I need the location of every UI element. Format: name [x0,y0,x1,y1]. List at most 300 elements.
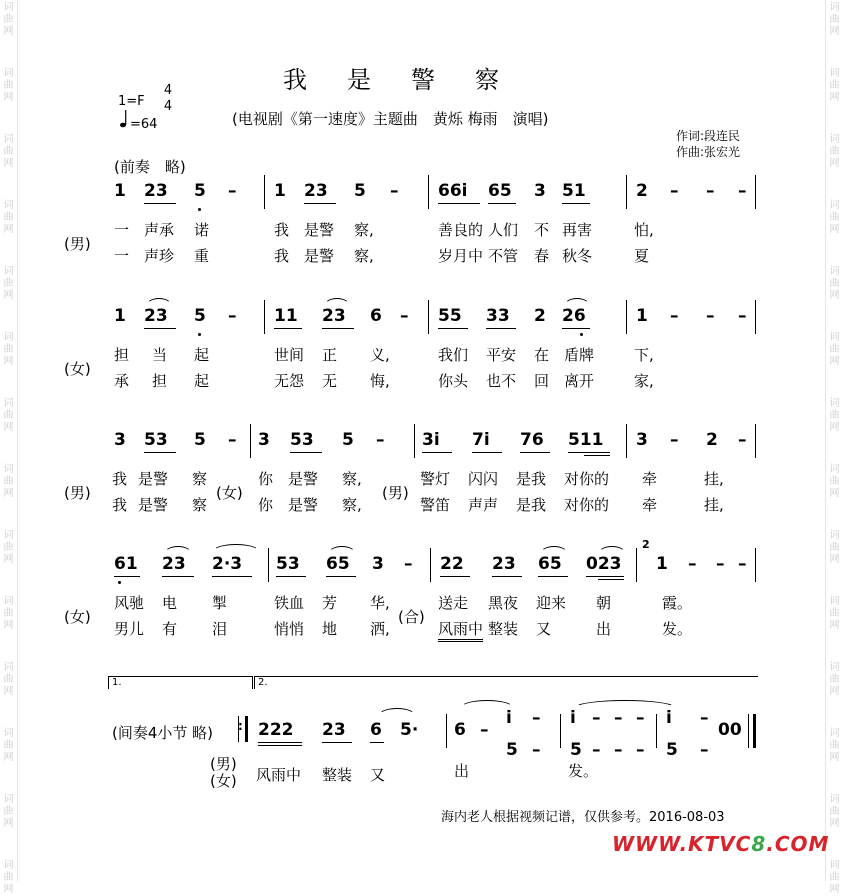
underline [274,328,302,329]
note: 2 [706,430,718,450]
role-male: (男) [210,755,237,773]
note: – [688,554,697,574]
lyric: 朝 [596,594,612,612]
site-logo [612,832,829,856]
lyric: 正 [322,346,338,364]
notation-row [108,424,756,458]
lyric: 秋冬 [562,247,593,265]
lyric: 察, [354,221,374,239]
credits [676,128,740,160]
lyric: 一 [114,221,130,239]
note: – [532,740,541,760]
site-logo-left: WWW.KTVC [612,832,752,856]
note: – [670,306,679,326]
barline [430,548,431,582]
watermark-label: 词 曲 网 [3,266,14,301]
lyric: 电 [162,594,178,612]
watermark-label: 词 曲 网 [3,200,14,235]
note: – [716,554,725,574]
watermark-label: 词 曲 网 [829,662,840,697]
watermark-label: 词 曲 网 [829,2,840,37]
watermark-label: 词 曲 网 [3,332,14,367]
note: 511 [568,430,604,450]
note: 3 [258,430,270,450]
note: 023 [586,554,622,574]
barline [250,424,251,458]
barline [428,300,429,334]
note: 2 [534,306,546,326]
low-octave-dot [198,208,201,211]
lyric: 悔, [370,372,390,390]
lyric: 平安 [486,346,517,364]
watermark-label: 词 曲 网 [3,464,14,499]
note: 33 [486,306,510,326]
lyric: 悄悄 [274,620,305,638]
note: 5 [354,181,366,201]
slur [598,546,626,554]
barline [626,424,627,458]
watermark-label: 词 曲 网 [829,398,840,433]
lyric: 起 [194,372,210,390]
repeat-dots: : [238,719,243,733]
note: 23 [322,306,346,326]
note: 1 [656,554,668,574]
lyric: 我们 [438,346,469,364]
underline [486,328,516,329]
time-signature-bottom: 4 [163,99,173,114]
note: – [404,554,413,574]
lyric: 义, [370,346,390,364]
lyric: 男儿 [114,620,145,638]
lyric: 声珍 [144,247,175,265]
slur [574,700,676,708]
lyric: 声声 [468,496,499,514]
slur [146,298,172,306]
underline [304,203,336,204]
lyric: 你 [258,470,274,488]
watermark-label: 词 曲 网 [829,530,840,565]
lyric: 离开 [564,372,595,390]
note: 5 [194,306,206,326]
note: – [532,708,541,728]
lyric: 掣 [212,594,228,612]
lyric: 泪 [212,620,228,638]
right-watermark-strip [825,0,843,895]
lyric: 世间 [274,346,305,364]
time-signature [161,84,175,114]
lyric-boxed: 风雨中 [438,618,483,642]
note: – [400,306,409,326]
low-octave-dot [198,333,201,336]
underline [562,203,590,204]
lyric: 察 [192,470,208,488]
underline [492,576,522,577]
lyric: 担 [152,372,168,390]
role-female: (女) [216,484,243,502]
note: 53 [276,554,300,574]
barline [414,424,415,458]
lyric: 风驰 [114,594,145,612]
lyricist-credit: 作词:段连民 [676,129,741,143]
lyric: 风雨中 [256,766,302,784]
note: – [738,306,747,326]
note: 11 [274,306,298,326]
lyric: 又 [536,620,552,638]
note: 23 [492,554,516,574]
underline [586,576,624,577]
lyric: 洒, [370,620,390,638]
lyric: 夏 [634,247,650,265]
barline [264,175,265,209]
lyric: 有 [162,620,178,638]
slur [540,546,568,554]
lyric: 牵 [642,496,658,514]
lyric: 发。 [662,620,693,638]
note: 5 [194,181,206,201]
note: 3 [372,554,384,574]
note: 00 [718,720,742,740]
lyric: 是我 [516,470,547,488]
lyric: 担 [114,346,130,364]
underline [440,576,470,577]
note: 61 [114,554,138,574]
note: – [636,708,645,728]
watermark-label: 词 曲 网 [829,596,840,631]
note: 3 [534,181,546,201]
notation-row [108,538,756,582]
note: 1 [114,181,126,201]
lower-notation-row [108,734,756,768]
underline [144,328,176,329]
watermark-label: 词 曲 网 [829,464,840,499]
watermark-label: 词 曲 网 [3,134,14,169]
lyric: 当 [152,346,168,364]
lyric: 是警 [288,496,319,514]
lyric: 又 [370,766,386,784]
role-male: (男) [382,484,409,502]
lyric: 下, [634,346,654,364]
watermark-label: 词 曲 网 [3,398,14,433]
watermark-label: 词 曲 网 [3,530,14,565]
site-logo-accent: 8 [751,832,767,856]
note: i [666,708,672,728]
note: – [592,708,601,728]
lyric: 警灯 [420,470,451,488]
note: 5 [570,740,582,760]
note: 2·3 [212,554,243,574]
low-octave-dot [580,333,583,336]
time-signature-top: 4 [163,83,173,98]
key-signature: 1=F [118,94,145,109]
interlude-note: (间奏4小节 略) [112,724,214,742]
lyric: 不管 [488,247,519,265]
lyric: 出 [454,762,470,780]
lyric: 是警 [138,496,169,514]
second-ending-label: 2. [258,677,268,688]
lyric: 黑夜 [488,594,519,612]
lyric: 整装 [488,620,519,638]
lyric: 整装 [322,766,353,784]
watermark-label: 词 曲 网 [829,728,840,763]
underline [326,576,356,577]
underline [520,452,550,453]
lyric: 春 [534,247,550,265]
lyric: 出 [596,620,612,638]
intro-note: (前奏 略) [114,158,186,176]
slur [460,700,514,708]
underline [472,452,502,453]
slur [328,546,356,554]
lyric: 无 [322,372,338,390]
lyric: 无怨 [274,372,305,390]
slur [212,544,260,552]
note: 76 [520,430,544,450]
barline [264,300,265,334]
note: – [480,720,489,740]
watermark-label: 词 曲 网 [829,134,840,169]
underline [422,452,452,453]
note: 66i [438,181,468,201]
underline [598,579,624,580]
underline [290,452,322,453]
note: 55 [438,306,462,326]
underline [276,576,306,577]
barline [755,424,756,458]
lyric: 也不 [486,372,517,390]
tempo-marking: =64 [130,117,158,132]
note: – [706,181,715,201]
lyric: 察 [192,496,208,514]
lyric: 我 [274,247,290,265]
role-duet [210,756,237,790]
underline [568,452,610,453]
watermark-label: 词 曲 网 [3,68,14,103]
note: 65 [488,181,512,201]
watermark-label: 词 曲 网 [829,794,840,829]
note: 5 [666,740,678,760]
lyric: 察, [342,470,362,488]
note: 23 [144,306,168,326]
watermark-label: 词 曲 网 [829,200,840,235]
lyric: 承 [114,372,130,390]
note: 5· [400,720,419,740]
lyric: 不 [534,221,550,239]
lyric: 警笛 [420,496,451,514]
watermark-label: 词 曲 网 [3,662,14,697]
note: 65 [326,554,350,574]
song-title: 我是警察 [283,66,539,94]
barline [626,300,627,334]
site-logo-right: .COM [766,832,830,856]
note: 53 [290,430,314,450]
lyric: 是警 [304,247,335,265]
role-female: (女) [64,360,91,378]
lyric: 闪闪 [468,470,499,488]
lyric: 我 [112,496,128,514]
note: – [670,430,679,450]
note: – [228,430,237,450]
lyric: 迎来 [536,594,567,612]
barline [636,548,637,582]
watermark-label: 词 曲 网 [3,728,14,763]
volta-marker: 2 [642,538,650,551]
lyric: 起 [194,346,210,364]
note: 6 [454,720,466,740]
lyric: 芳 [322,594,338,612]
note: i [570,708,576,728]
note: – [390,181,399,201]
lyric: 铁血 [274,594,305,612]
note: – [636,740,645,760]
note: 26 [562,306,586,326]
note: 51 [562,181,586,201]
note: – [738,430,747,450]
left-watermark-strip [0,0,18,895]
lyric: 诺 [194,221,210,239]
underline [584,455,610,456]
watermark-label: 词 曲 网 [3,860,14,895]
lyric: 是我 [516,496,547,514]
underline [144,452,176,453]
lyric: 岁月中 [438,247,484,265]
note: – [228,181,237,201]
lyric: 我 [274,221,290,239]
transcription-note: 海内老人根据视频记谱，仅供参考。2016-08-03 [441,810,725,825]
lyric: 一 [114,247,130,265]
note: – [228,306,237,326]
lyric: 怕, [634,221,654,239]
underline [114,576,140,577]
underline [438,328,468,329]
note: 5 [194,430,206,450]
lyric: 你 [258,496,274,514]
note: 1 [636,306,648,326]
notation-row [108,175,756,209]
note: 3 [114,430,126,450]
note: 1 [114,306,126,326]
slur [164,546,192,554]
lyric: 对你的 [564,470,610,488]
underline [212,576,252,577]
note: 1 [274,181,286,201]
note: – [700,708,709,728]
note: i [506,708,512,728]
lyric: 牵 [642,470,658,488]
lyric: 在 [534,346,550,364]
barline [755,548,756,582]
barline [268,548,269,582]
barline [755,175,756,209]
watermark-label: 词 曲 网 [829,860,840,895]
lyric: 霞。 [662,594,693,612]
first-ending-bracket [108,676,253,689]
note: 23 [162,554,186,574]
role-male: (男) [64,484,91,502]
note: 22 [440,554,464,574]
lyric: 重 [194,247,210,265]
lyric: 是警 [288,470,319,488]
barline [626,175,627,209]
slur [378,708,416,716]
note: – [614,708,623,728]
note: 65 [538,554,562,574]
lyric: 是警 [138,470,169,488]
first-ending-label: 1. [112,677,122,688]
watermark-label: 词 曲 网 [829,266,840,301]
second-ending-bracket [254,676,758,689]
note: – [376,430,385,450]
note: 23 [144,181,168,201]
lyric: 再害 [562,221,593,239]
lyric: 地 [322,620,338,638]
lyric: 我 [112,470,128,488]
underline [538,576,568,577]
underline [322,328,354,329]
note: 6 [370,306,382,326]
note: 23 [304,181,328,201]
low-octave-dot [118,581,121,584]
underline [562,328,590,329]
watermark-label: 词 曲 网 [3,794,14,829]
barline [428,175,429,209]
note: 2 [636,181,648,201]
lyric: 善良的 [438,221,484,239]
note: 5 [506,740,518,760]
slur [324,298,350,306]
watermark-label: 词 曲 网 [3,2,14,37]
lyric: 家, [634,372,654,390]
lyric: 人们 [488,221,519,239]
composer-credit: 作曲:张宏光 [676,145,741,159]
lyric: 送走 [438,594,469,612]
lyric: 你头 [438,372,469,390]
quarter-note-icon [120,110,128,128]
note: – [738,181,747,201]
lyric: 察, [342,496,362,514]
role-female: (女) [210,772,237,790]
note: 3 [636,430,648,450]
note: – [670,181,679,201]
lyric: 挂, [704,496,724,514]
notation-row [108,300,756,334]
role-female: (女) [64,608,91,626]
barline [755,300,756,334]
lyric: 回 [534,372,550,390]
lyric: 华, [370,594,390,612]
lyric: 挂, [704,470,724,488]
lyric: 声承 [144,221,175,239]
lyric: 对你的 [564,496,610,514]
song-subtitle: (电视剧《第一速度》主题曲 黄烁 梅雨 演唱) [232,110,549,128]
slur [564,298,590,306]
note: – [614,740,623,760]
note: 7i [472,430,490,450]
note: – [738,554,747,574]
underline [488,203,516,204]
watermark-label: 词 曲 网 [829,332,840,367]
lyric: 察, [354,247,374,265]
note: 53 [144,430,168,450]
role-male: (男) [64,235,91,253]
role-chorus: (合) [398,608,425,626]
note: – [592,740,601,760]
note: – [700,740,709,760]
underline [438,203,480,204]
underline [162,576,194,577]
note: 23 [322,720,346,740]
note: 3i [422,430,440,450]
note: – [706,306,715,326]
